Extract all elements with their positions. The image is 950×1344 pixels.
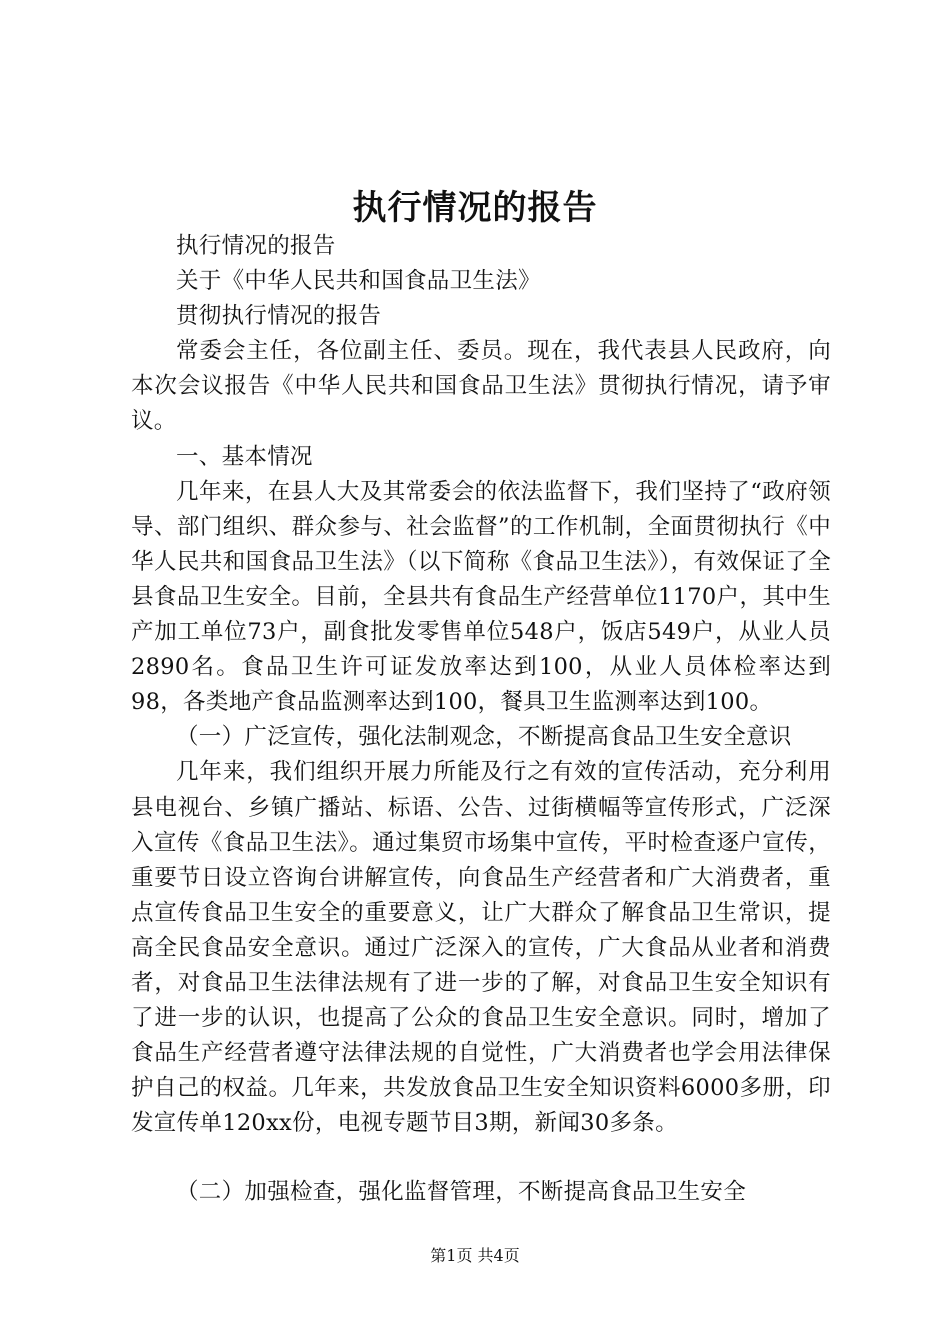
- paragraph-basic-situation: 几年来，在县人大及其常委会的依法监督下，我们坚持了“政府领导、部门组织、群众参与、社会监督”的工作机制，全面贯彻执行《中华人民共和国食品卫生法》（以下简称《食品卫生法》），有效保证了全县食品卫生安全。目前，全县共有食品生产经营单位1170户，其中生产加工单位73户，副食批发零售单位548户，饭店549户，从业人员2890名。食品卫生许可证发放率达到100，从业人员体检率达到98，各类地产食品监测率达到100，餐具卫生监测率达到100。: [131, 478, 831, 716]
- paragraph-publicity: 几年来，我们组织开展力所能及行之有效的宣传活动，充分利用县电视台、乡镇广播站、标语、公告、过街横幅等宣传形式，广泛深入宣传《食品卫生法》。通过集贸市场集中宣传，平时检查逐户宣传，重要节日设立咨询台讲解宣传，向食品生产经营者和广大消费者，重点宣传食品卫生安全的重要意义，让广大群众了解食品卫生常识，提高全民食品安全意识。通过广泛深入的宣传，广大食品从业者和消费者，对食品卫生法律法规有了进一步的了解，对食品卫生安全知识有了进一步的认识，也提高了公众的食品卫生安全意识。同时，增加了食品生产经营者遵守法律法规的自觉性，广大消费者也学会用法律保护自己的权益。几年来，共发放食品卫生安全知识资料6000多册，印发宣传单120xx份，电视专题节目3期，新闻30多条。: [131, 759, 831, 1137]
- subsection-heading-2: （二）加强检查，强化监督管理，不断提高食品卫生安全: [176, 1179, 747, 1206]
- document-title: 执行情况的报告: [352, 188, 598, 228]
- document-body: [131, 229, 831, 1211]
- paragraph-heading-3: 贯彻执行情况的报告: [176, 303, 382, 330]
- section-heading-basic: 一、基本情况: [176, 443, 313, 470]
- page-footer: 第1页 共4页: [430, 1246, 520, 1265]
- subsection-heading-1: （一）广泛宣传，强化法制观念，不断提高食品卫生安全意识: [176, 724, 792, 751]
- paragraph-intro: 常委会主任，各位副主任、委员。现在，我代表县人民政府，向本次会议报告《中华人民共和国食品卫生法》贯彻执行情况，请予审议。: [131, 338, 831, 435]
- paragraph-heading-2: 关于《中华人民共和国食品卫生法》: [176, 268, 541, 295]
- paragraph-heading-1: 执行情况的报告: [176, 233, 336, 259]
